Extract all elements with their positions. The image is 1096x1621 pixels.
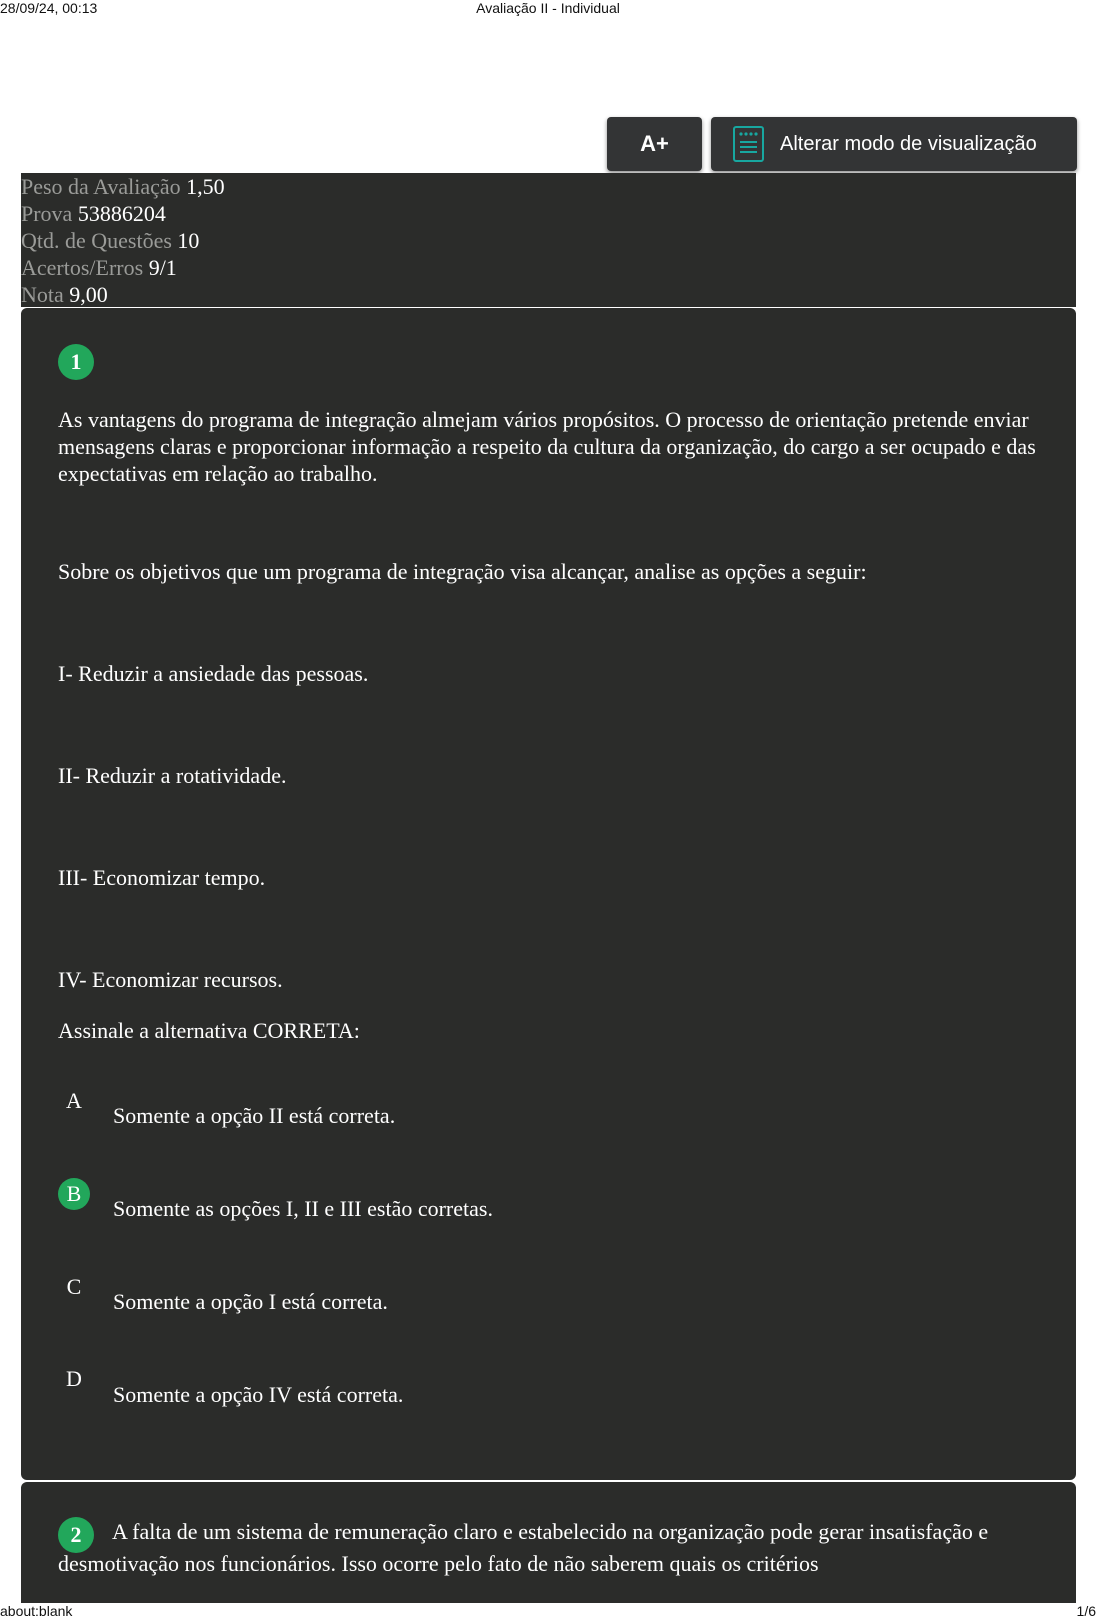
- summary-value: 1,50: [186, 174, 225, 199]
- print-url: about:blank: [0, 1603, 73, 1619]
- increase-font-button[interactable]: A+: [607, 117, 702, 171]
- summary-row-grade: [21, 281, 1076, 308]
- summary-label: Acertos/Erros: [21, 255, 144, 280]
- summary-row-hits-misses: [21, 254, 1076, 281]
- question-number-badge: 2: [58, 1517, 94, 1553]
- statement-item: II- Reduzir a rotatividade.: [58, 763, 287, 788]
- summary-row-question-count: [21, 227, 1076, 254]
- summary-value: 9/1: [148, 255, 177, 280]
- option-text: Somente a opção II está correta.: [113, 1103, 396, 1128]
- question-intro-text: A falta de um sistema de remuneração claro e estabelecido na organização pode gerar insatisfação e desmotivação nos funcionários. Isso ocorre pelo fato de não saberem quais os critérios: [58, 1519, 989, 1576]
- assessment-summary: [21, 173, 1076, 307]
- question-number-badge: 1: [58, 344, 94, 380]
- print-footer: [0, 1603, 1096, 1621]
- summary-row-exam: [21, 200, 1076, 227]
- summary-label: Nota: [21, 282, 64, 307]
- statement-item: IV- Economizar recursos.: [58, 967, 283, 992]
- option-letter: C: [66, 1274, 82, 1299]
- print-datetime: 28/09/24, 00:13: [0, 0, 98, 16]
- document-view-icon: [733, 126, 764, 162]
- question-card-2: [21, 1482, 1076, 1603]
- summary-value: 10: [177, 228, 200, 253]
- option-text: Somente as opções I, II e III estão corretas.: [113, 1196, 493, 1221]
- summary-row-weight: [21, 173, 1076, 200]
- print-title: Avaliação II - Individual: [476, 0, 620, 16]
- question-card-1: [21, 308, 1076, 1480]
- question-intro: As vantagens do programa de integração almejam vários propósitos. O processo de orientação pretende enviar mensagens claras e proporcionar informação a respeito da cultura da organização, do cargo a ser ocupado e das expectativas em relação ao trabalho.: [58, 407, 1036, 486]
- summary-label: Qtd. de Questões: [21, 228, 172, 253]
- change-view-mode-button[interactable]: [711, 117, 1077, 171]
- option-text: Somente a opção IV está correta.: [113, 1382, 404, 1407]
- summary-value: 9,00: [69, 282, 108, 307]
- summary-label: Peso da Avaliação: [21, 174, 181, 199]
- question-intro: [58, 1516, 1048, 1580]
- option-text: Somente a opção I está correta.: [113, 1289, 388, 1314]
- question-prompt: Sobre os objetivos que um programa de integração visa alcançar, analise as opções a seguir:: [58, 559, 867, 584]
- question-instruction: Assinale a alternativa CORRETA:: [58, 1018, 360, 1043]
- option-letter: D: [66, 1366, 82, 1391]
- print-page-number: 1/6: [1076, 1603, 1096, 1619]
- option-letter-selected: B: [58, 1178, 90, 1210]
- summary-value: 53886204: [77, 201, 166, 226]
- statement-item: I- Reduzir a ansiedade das pessoas.: [58, 661, 369, 686]
- print-header: [0, 0, 1096, 18]
- summary-label: Prova: [21, 201, 73, 226]
- view-mode-label: Alterar modo de visualização: [780, 132, 1037, 155]
- statement-item: III- Economizar tempo.: [58, 865, 266, 890]
- option-letter: A: [66, 1088, 82, 1113]
